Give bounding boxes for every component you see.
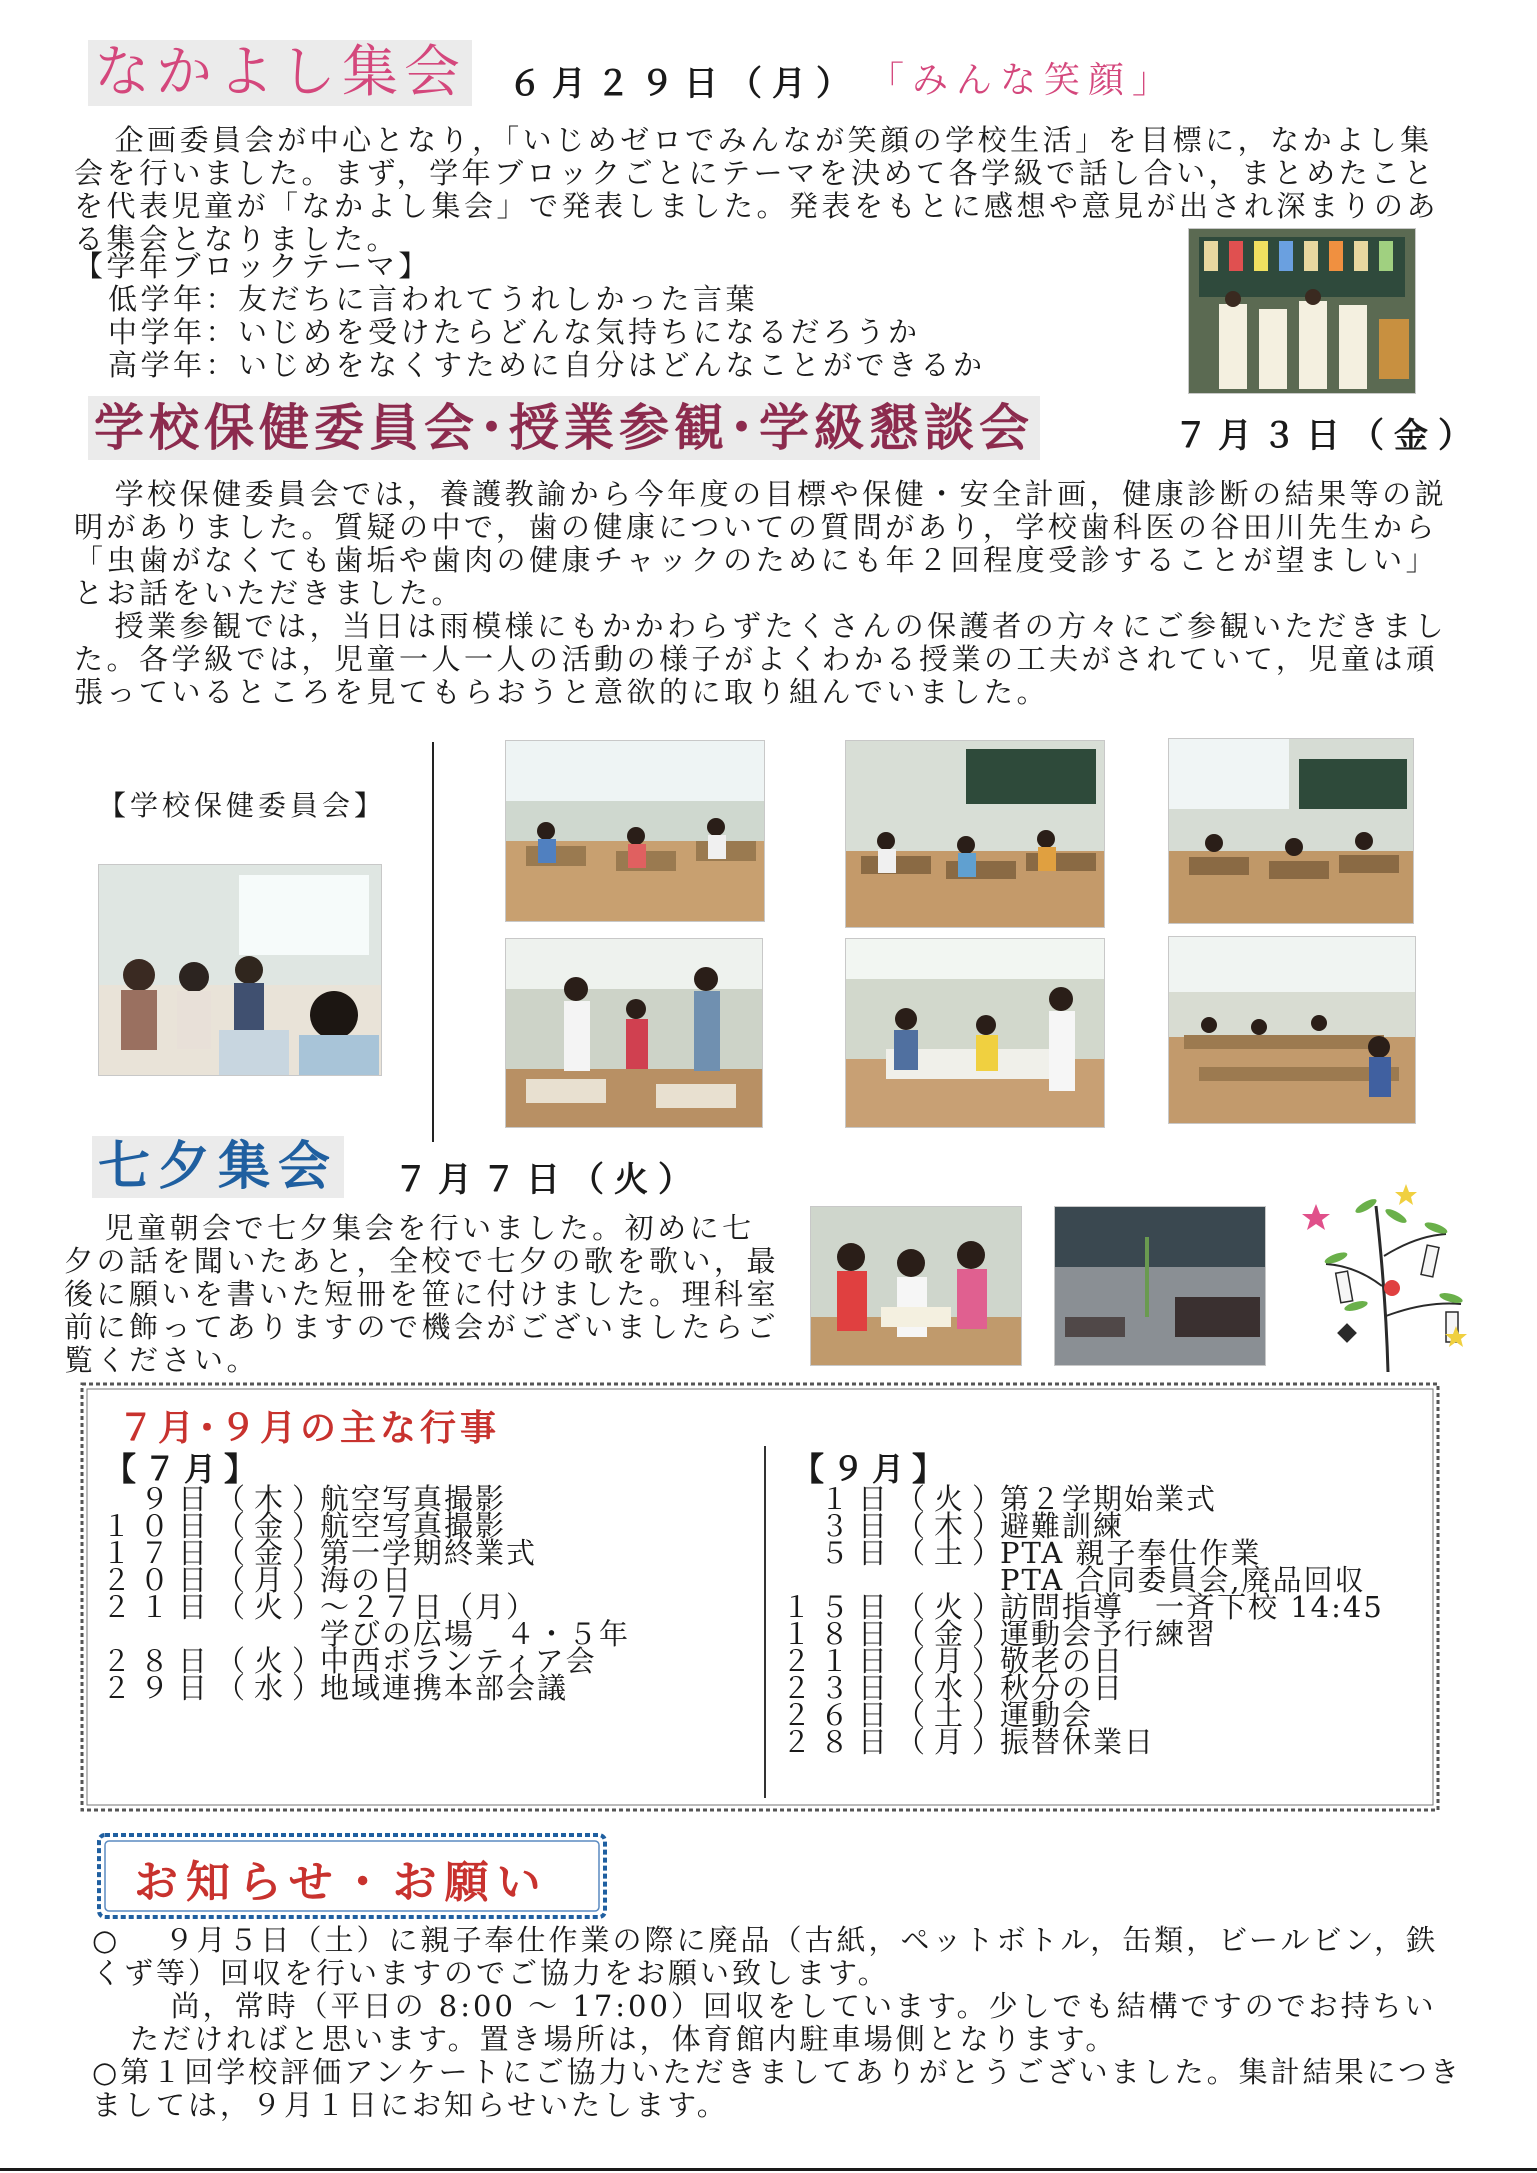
bamboo-illustration (1296, 1176, 1476, 1372)
july-date-7: ２８日（火） (102, 1644, 331, 1678)
nakayoshi-theme: 「みんな笑顔」 (868, 60, 1177, 101)
sept-date-3: ５日（土） (782, 1536, 1011, 1570)
july-date-2: １０日（金） (102, 1509, 331, 1543)
sept-date-10: ２８日（月） (782, 1725, 1011, 1759)
vertical-divider (432, 742, 434, 1142)
notice-item-1b (130, 1990, 1462, 2056)
july-date-8: ２９日（水） (102, 1671, 331, 1705)
sept-text-7: 敬老の日 (1000, 1644, 1125, 1678)
july-date-1: ９日（木） (102, 1482, 331, 1516)
nakayoshi-date: ６月２９日（月） (508, 64, 860, 104)
notice-item-1 (92, 1924, 1462, 1990)
notice-item-1b-text: 尚，常時（平日の 8:00 ～ 17:00）回収をしています。少しでも結構ですのでお持ちいただければと思います。置き場所は，体育館内駐車場側となります。 (130, 1989, 1437, 2056)
tanabata-date: ７月７日（火） (394, 1160, 702, 1200)
hoken-title: 学校保健委員会･授業参観･学級懇談会 (88, 396, 1040, 460)
july-date-4: ２０日（月） (102, 1563, 331, 1597)
page-bottom-rule (0, 2168, 1537, 2171)
sept-date-1: １日（火） (782, 1482, 1011, 1516)
hoken-para1: 学校保健委員会では，養護教諭から今年度の目標や保健・安全計画，健康診断の結果等の説明がありました。質疑の中で，歯の健康についての質問があり，学校歯科医の谷田川先生から「虫歯がなくても歯垢や歯肉の健康チャックのためにも年２回程度受診することが望ましい」とお話をいただきました。 (74, 477, 1448, 610)
photo-class-5 (845, 938, 1105, 1128)
sept-text-1: 第２学期始業式 (1000, 1482, 1218, 1516)
july-date-5: ２１日（火） (102, 1590, 331, 1624)
july-date-3: １７日（金） (102, 1536, 331, 1570)
notice-item-1-text: ○ ９月５日（土）に親子奉仕作業の際に廃品（古紙，ペットボトル，缶類，ビールビン，鉄くず等）回収を行いますのでご協力をお願い致します。 (92, 1923, 1439, 1990)
photo-health-committee (98, 864, 382, 1076)
photo-class-2 (845, 740, 1105, 928)
july-text-8: 地域連携本部会議 (320, 1671, 569, 1705)
notice-title: お知らせ・お願い (134, 1857, 549, 1908)
photo-class-1 (505, 740, 765, 922)
photo-class-4 (505, 938, 763, 1128)
sept-text-6: 運動会予行練習 (1000, 1617, 1218, 1651)
photo-tanabata-assembly (1054, 1206, 1266, 1366)
tanabata-body-text: 児童朝会で七夕集会を行いました。初めに七夕の話を聞いたあと，全校で七夕の歌を歌い，最後に願いを書いた短冊を笹に付けました。理科室前に飾ってありますので機会がございましたらご覧ください。 (64, 1211, 780, 1377)
notice-item-2 (92, 2056, 1462, 2122)
sept-date-5: １５日（火） (782, 1590, 1011, 1624)
sept-event-10 (782, 1725, 1156, 1759)
events-title: ７月･９月の主な行事 (118, 1408, 501, 1449)
july-event-8 (102, 1671, 569, 1705)
tanabata-body (64, 1212, 784, 1377)
theme-heading: 【学年ブロックテーマ】 (74, 249, 431, 283)
sept-text-10: 振替休業日 (1000, 1725, 1156, 1759)
sept-text-4: PTA 合同委員会,廃品回収 (1000, 1563, 1366, 1597)
sept-date-2: ３日（木） (782, 1509, 1011, 1543)
photo-class-6 (1168, 936, 1416, 1124)
nakayoshi-title: なかよし集会 (88, 40, 472, 106)
tanabata-title: 七夕集会 (92, 1136, 344, 1198)
sept-text-9: 運動会 (1000, 1698, 1094, 1732)
theme-upper: 高学年：いじめをなくすために自分はどんなことができるか (108, 348, 986, 382)
july-text-2: 航空写真撮影 (320, 1509, 507, 1543)
hoken-date: ７月３日（金） (1174, 416, 1482, 456)
photo-tanabata-writing (810, 1206, 1022, 1366)
photo-class-3 (1168, 738, 1414, 924)
photo-nakayoshi-presentation (1188, 228, 1416, 394)
july-text-4: 海の日 (320, 1563, 414, 1597)
sept-date-8: ２３日（水） (782, 1671, 1011, 1705)
nakayoshi-body-text: 企画委員会が中心となり，「いじめゼロでみんなが笑顔の学校生活」を目標に，なかよし集会を行いました。まず，学年ブロックごとにテーマを決めて各学級で話し合い，まとめたことを代表児童が「なかよし集会」で発表しました。発表をもとに感想や意見が出され深まりのある集会となりました。 (74, 123, 1440, 256)
hoken-body (74, 478, 1462, 709)
theme-middle: 中学年：いじめを受けたらどんな気持ちになるだろうか (108, 315, 921, 349)
sept-text-5: 訪問指導 一斉下校 14:45 (1000, 1590, 1384, 1624)
sept-date-6: １８日（金） (782, 1617, 1011, 1651)
july-heading: 【７月】 (104, 1450, 265, 1488)
sept-date-9: ２６日（土） (782, 1698, 1011, 1732)
july-text-6: 学びの広場 ４・５年 (320, 1617, 631, 1651)
sept-text-8: 秋分の日 (1000, 1671, 1125, 1705)
sept-heading: 【９月】 (792, 1450, 953, 1488)
sept-date-7: ２１日（月） (782, 1644, 1011, 1678)
events-divider (764, 1446, 766, 1798)
hoken-photo-label: 【学校保健委員会】 (98, 789, 387, 822)
july-text-1: 航空写真撮影 (320, 1482, 507, 1516)
hoken-para2: 授業参観では，当日は雨模様にもかかわらずたくさんの保護者の方々にご参観いただきました。各学級では，児童一人一人の活動の様子がよくわかる授業の工夫がされていて，児童は頑張っているところを見てもらおうと意欲的に取り組んでいました。 (74, 609, 1448, 709)
july-text-5: ～２７日（月） (320, 1590, 538, 1624)
july-text-3: 第一学期終業式 (320, 1536, 538, 1570)
sept-text-3: PTA 親子奉仕作業 (1000, 1536, 1262, 1570)
notice-item-2-text: ○第１回学校評価アンケートにご協力いただきましてありがとうございました。集計結果につきましては，９月１日にお知らせいたします。 (92, 2055, 1462, 2122)
july-text-7: 中西ボランティア会 (320, 1644, 597, 1678)
theme-lower: 低学年：友だちに言われてうれしかった言葉 (108, 282, 759, 316)
sept-text-2: 避難訓練 (1000, 1509, 1125, 1543)
